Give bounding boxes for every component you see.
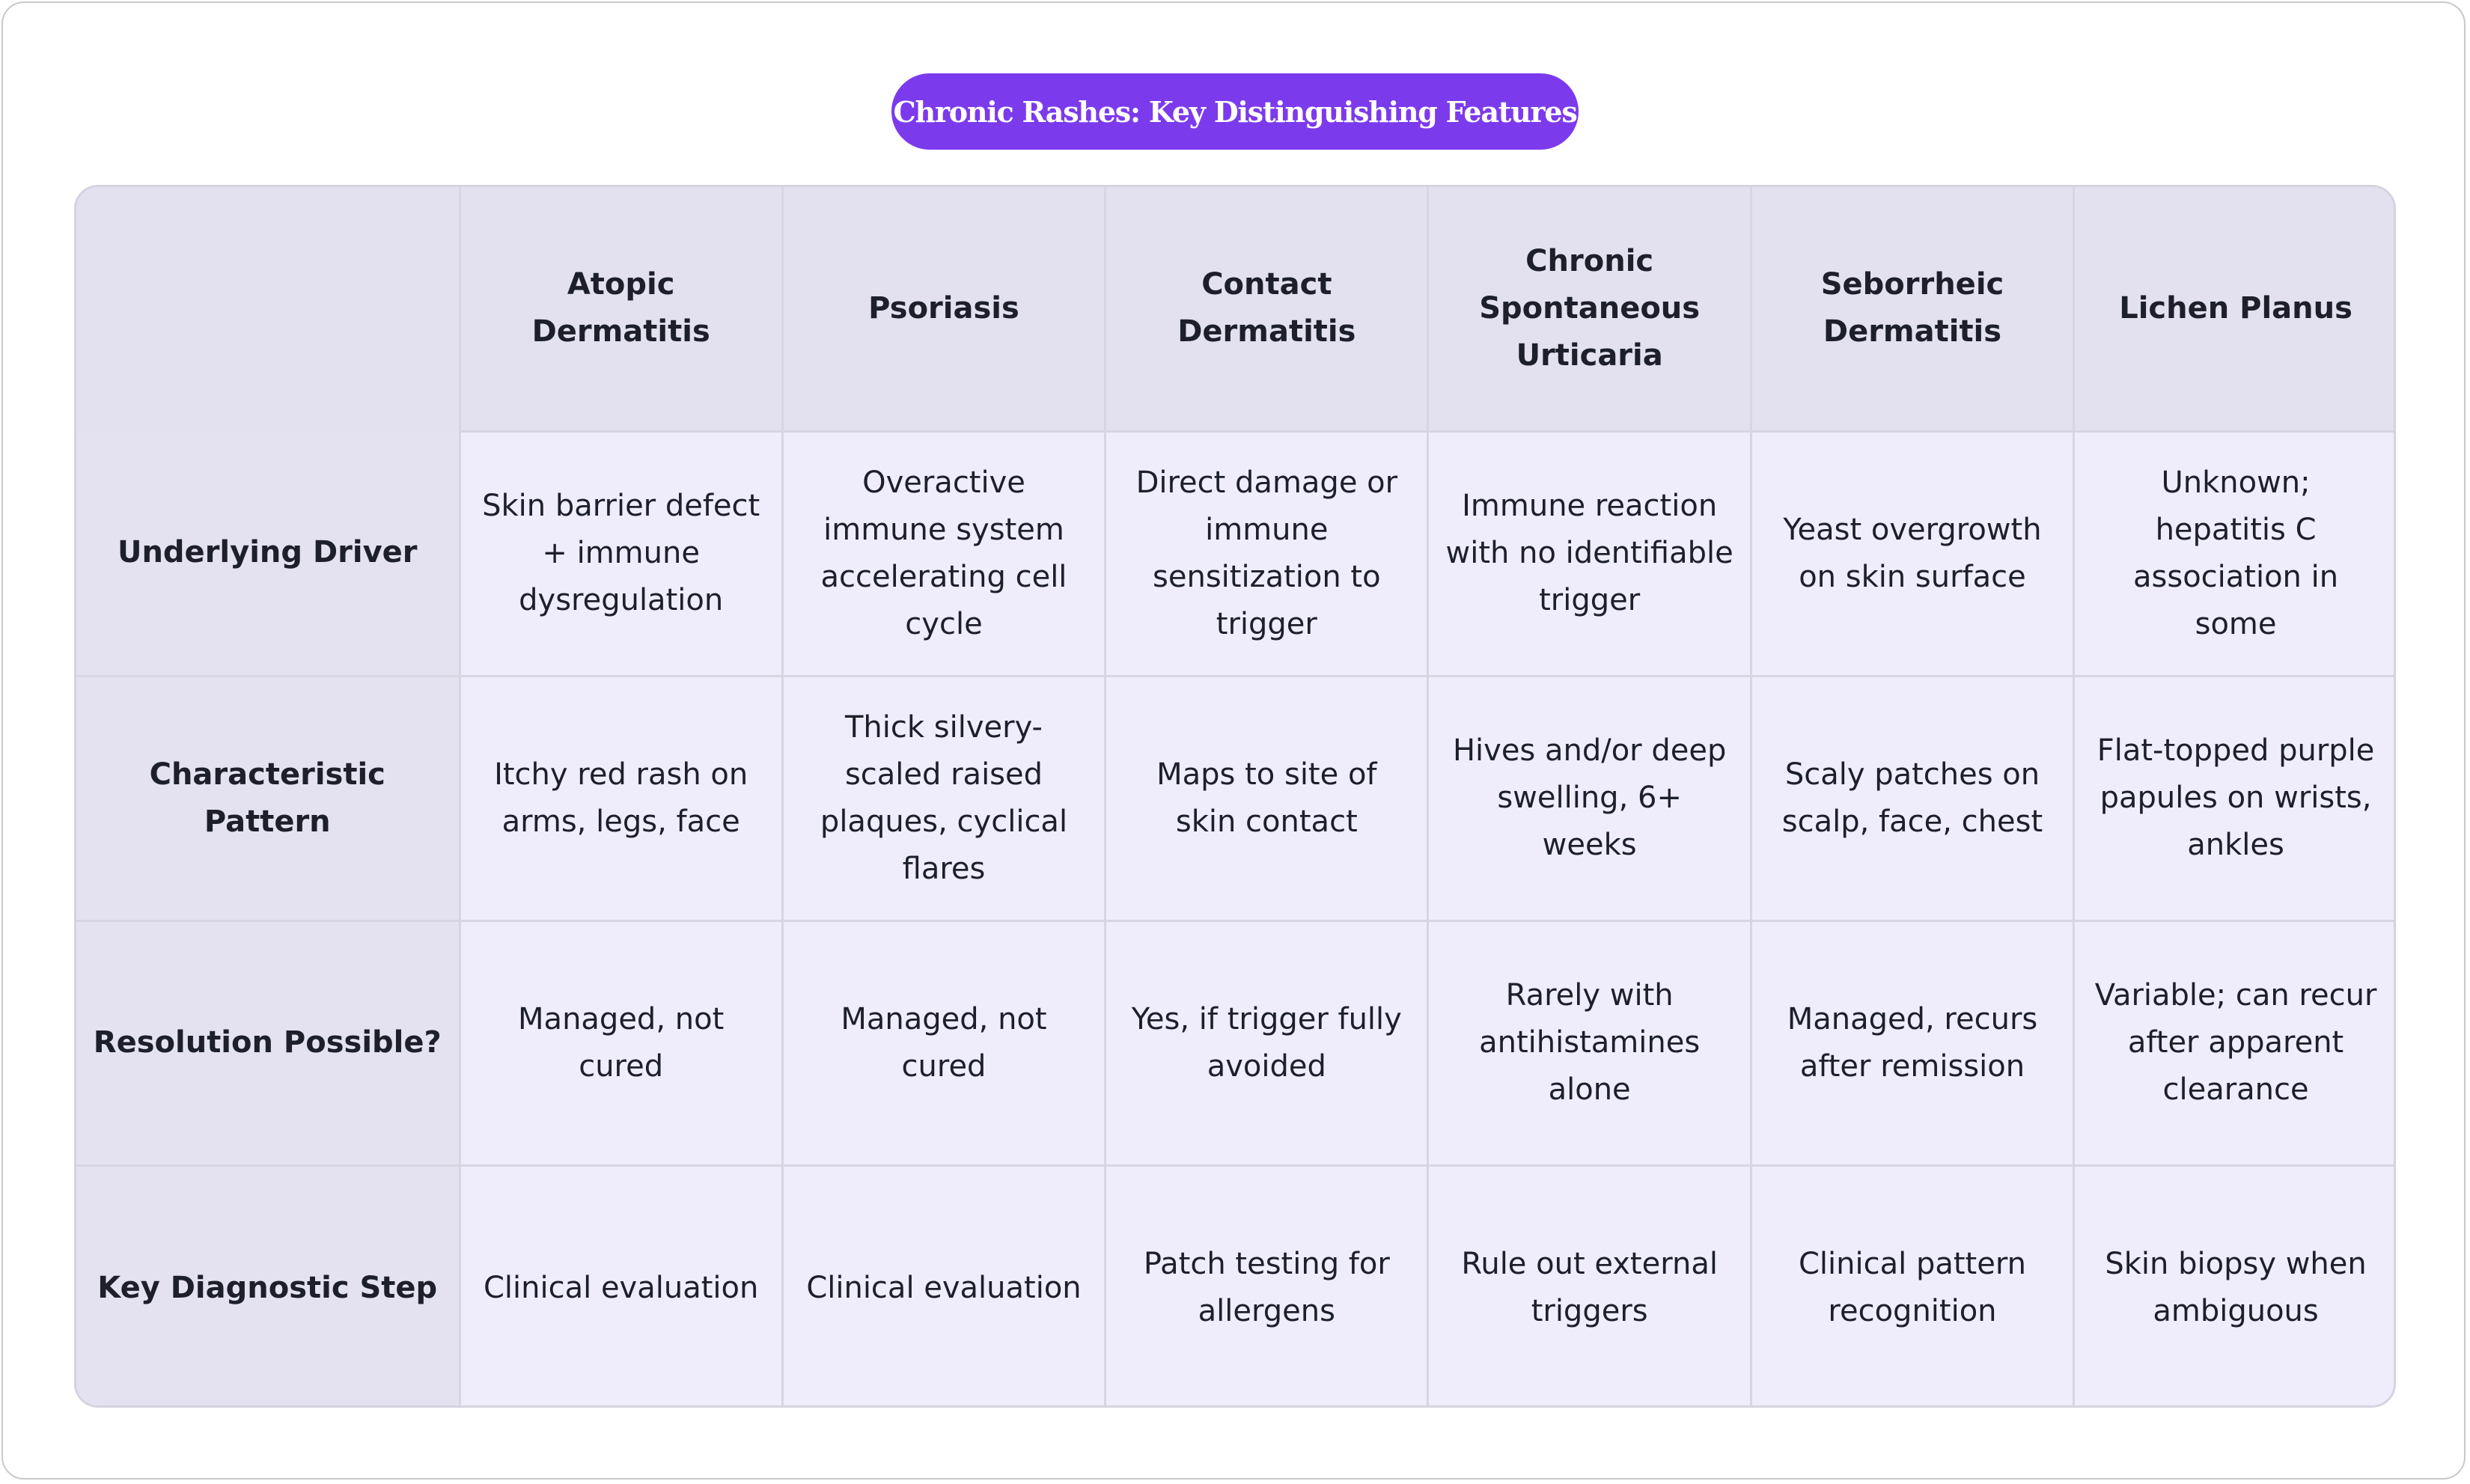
table-corner-cell [76, 187, 460, 431]
table-cell: Managed, recurs after remission [1751, 920, 2073, 1165]
table-row [76, 1165, 2396, 1408]
table-cell: Variable; can recur after apparent clearance [2074, 920, 2396, 1165]
table-cell: Managed, not cured [460, 920, 782, 1165]
table-row [76, 676, 2396, 920]
page-title: Chronic Rashes: Key Distinguishing Features [891, 73, 1579, 150]
comparison-table-container [74, 185, 2396, 1408]
row-header: Underlying Driver [76, 431, 460, 676]
comparison-table [76, 187, 2396, 1408]
column-header: Atopic Dermatitis [460, 187, 782, 431]
table-cell: Clinical evaluation [782, 1165, 1105, 1408]
table-cell: Thick silvery-scaled raised plaques, cyclical flares [782, 676, 1105, 920]
table-cell: Clinical pattern recognition [1751, 1165, 2073, 1408]
table-cell: Rule out external triggers [1428, 1165, 1751, 1408]
table-cell: Skin barrier defect + immune dysregulation [460, 431, 782, 676]
table-cell: Patch testing for allergens [1106, 1165, 1428, 1408]
row-header: Key Diagnostic Step [76, 1165, 460, 1408]
row-header: Resolution Possible? [76, 920, 460, 1165]
table-cell: Itchy red rash on arms, legs, face [460, 676, 782, 920]
column-header: Lichen Planus [2074, 187, 2396, 431]
table-cell: Skin biopsy when ambiguous [2074, 1165, 2396, 1408]
table-cell: Scaly patches on scalp, face, chest [1751, 676, 2073, 920]
table-cell: Overactive immune system accelerating cell cycle [782, 431, 1105, 676]
table-cell: Hives and/or deep swelling, 6+ weeks [1428, 676, 1751, 920]
table-cell: Rarely with antihistamines alone [1428, 920, 1751, 1165]
column-header: Psoriasis [782, 187, 1105, 431]
table-row [76, 431, 2396, 676]
column-header: Contact Dermatitis [1106, 187, 1428, 431]
table-cell: Immune reaction with no identifiable trigger [1428, 431, 1751, 676]
column-header: Seborrheic Dermatitis [1751, 187, 2073, 431]
table-header-row [76, 187, 2396, 431]
column-header: Chronic Spontaneous Urticaria [1428, 187, 1751, 431]
table-cell: Maps to site of skin contact [1106, 676, 1428, 920]
table-cell: Managed, not cured [782, 920, 1105, 1165]
table-cell: Yes, if trigger fully avoided [1106, 920, 1428, 1165]
row-header: Characteristic Pattern [76, 676, 460, 920]
table-cell: Unknown; hepatitis C association in some [2074, 431, 2396, 676]
table-row [76, 920, 2396, 1165]
table-cell: Direct damage or immune sensitization to trigger [1106, 431, 1428, 676]
table-cell: Flat-topped purple papules on wrists, ankles [2074, 676, 2396, 920]
table-cell: Yeast overgrowth on skin surface [1751, 431, 2073, 676]
table-cell: Clinical evaluation [460, 1165, 782, 1408]
